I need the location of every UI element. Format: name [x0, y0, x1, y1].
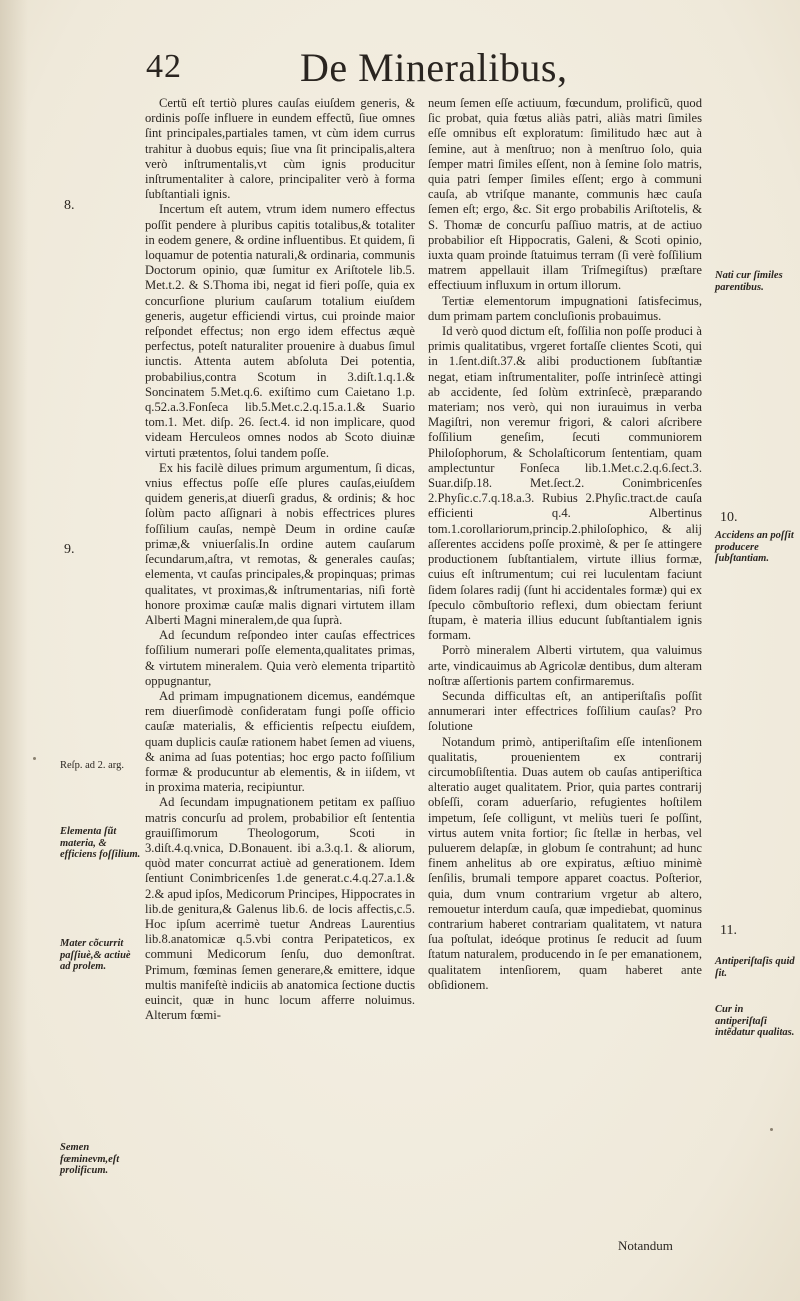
margin-number-11: 11. [720, 923, 737, 938]
catchword: Notandum [618, 1238, 673, 1253]
paragraph: Certũ eſt tertiò plures cauſas eiuſdem generis, & ordinis poſſe influere in eundem effectũ, ſiue omnes ſint principales,partiales tamen, vt cùm idem currus trahitur à duobus equis; ſiue vna ſit principalis,altera verò inſtrumentalis,vt cùm ignis producitur inſtrumentaliter à calore, principaliter verò à forma ſubſtantiali ignis. [145, 96, 415, 202]
margin-note-text: Antiperiſtaſis quid ſit. [715, 956, 795, 979]
margin-note-text: Accidens an poſſit producere ſubſtantiam. [715, 530, 794, 564]
running-title: De Mineralibus, [300, 45, 568, 90]
paragraph: Notandum primò, antiperiſtaſim eſſe intenſionem qualitatis, prouenientem ex contrarij circumobſiſtentia. Duas autem ob cauſas antiperiſtica alteratio auget qualitatem. Prior, quia partes contrarij obſeſſi, coram aduerſario, refugientes hoſtilem impetum, ſeſe colligunt, vt meliùs tueri ſe poſſint, virtus autem vnita fortior; ſic ſtellæ in herbas, vel puluerem delapſæ, in globum ſe contrahunt; ad hunc finem anhelitus ab ore expiratus, æſtiuo minimè ſenſilis, brumali tempore apparet coactus. Poſterior, quia, dum vnum contrarium vrgetur ab altero, remouetur interdum cauſa, quæ impediebat, quominus contrarium haberet contrariam qualitatem, vt natura ſua poſtulat, ideóque protinus ſe reducit ad ſuum ſtatum naturalem, producendo in ſe per emanationem, qualitatem intenſiorem, quam haberet ante obſidionem. [428, 734, 702, 992]
page-number: 42 [146, 48, 182, 85]
margin-note-text: Semen fœminevm,eſt prolificum. [60, 1142, 120, 1176]
right-column [428, 96, 702, 993]
paragraph: Id verò quod dictum eſt, foſſilia non poſſe produci à primis qualitatibus, vrgeret fortaſſe clientes Scoti, qui in 1.ſent.diſt.37.& alibi productionem ſubſtantiæ negat, etiam inſtrumentaliter, poſſe intrinſecè attingi ab accidente, ſed ſolùm extrinſecè, præparando materiam; nos verò, qui non iurauimus in verba Magiſtri, non veremur frigori, & calori aſcribere foſſilium geneſim, ſecuti communiorem Philoſophorum, & Scholaſticorum ſententiam, quam amplectuntur Fonſeca lib.1.Met.c.2.q.6.ſect.3. Suar.diſp.18. Met.ſect.2. Conimbricenſes 2.Phyſic.c.7.q.18.a.3. Rubius 2.Phyſic.tract.de cauſa efficienti q.4. Albertinus tom.1.corollariorum,princip.2.philoſophico, & alij aſſerentes accidens poſſe proximè, & per ſe attingere productionem ſubſtantialem, virtute illius formæ, cuius eſt inſtrumentum; cui rei luculentam faciunt ſidem ſolares radij (ſunt hi accidentales formæ) qui ex ſpeculo cõmbuſtorio reflexi, dum obiectam feriunt ſtupam, è materia illius educunt ſubſtantialem ignis formam. [428, 324, 702, 643]
paragraph: Ad primam impugnationem dicemus, eandémque rem diuerſimodè conſideratam fungi poſſe officio cauſæ materialis, & efficientis reſpectu eiuſdem, quam duplicis cauſæ rationem habet ſemen ad viuens, & anima ad ſuas potentias; hoc ergo pacto foſſilium formæ & producuntur ab elementis, & in iiſdem, vt in proxima materia, recipiuntur. [145, 688, 415, 795]
margin-note-text: Cur in antiperiſtaſi intẽdatur qualitas. [715, 1004, 795, 1038]
paper-speck [770, 1128, 773, 1131]
margin-note-text: Elementa ſũt materia, & efficiens foſſilium. [60, 826, 141, 860]
paragraph: Tertiæ elementorum impugnationi ſatisfecimus, dum primam partem concluſionis probauimus. [428, 293, 702, 323]
paragraph: Ad ſecundum reſpondeo inter cauſas effectrices foſſilium numerari poſſe elementa,qualitates primas, & virtutem mineralem. Quia verò elementa tripartitò oppugnantur, [145, 628, 415, 688]
paragraph: Porrò mineralem Alberti virtutem, qua valuimus arte, vindicauimus ab Agricolæ dentibus, dum alteram noſtræ aſſertionis partem confirmaremus. [428, 643, 702, 688]
margin-note-text: Nati cur ſimiles parentibus. [715, 270, 783, 293]
page-header [0, 44, 800, 94]
margin-note-semen [60, 1142, 142, 1177]
margin-note-elementa [60, 826, 142, 861]
margin-note-mater [60, 938, 142, 973]
paragraph: Secunda difficultas eſt, an antiperiſtaſis poſſit annumerari inter effectrices foſſilium cauſas? Pro ſolutione [428, 688, 702, 734]
margin-number-8: 8. [64, 198, 75, 213]
margin-number-10: 10. [720, 510, 738, 525]
margin-note-cur-in [715, 1004, 795, 1039]
gutter-shadow [0, 0, 28, 1301]
paragraph: Ad ſecundam impugnationem petitam ex paſſiuo matris concurſu ad prolem, probabilior eſt ſententia grauiſſimorum Theologorum, Scoti in 3.diſt.4.q.vnica, D.Bonauent. ibi a.3.q.1. & aliorum, quòd mater concurrat actiuè ad generationem. Idem ſentiunt Conimbricenſes 1.de generat.c.4.q.27.a.1.& 2.& apud ipſos, Medicorum Principes, Hippocrates in lib.de genitura,& Galenus lib.6. de locis affectis,c.5. Hoc ipſum acerrimè tuetur Andreas Laurentius lib.8.anatomicæ q.5.vbi contra Peripateticos, ex communi Medicorum ſenſu, duo demonſtrat. Primum, fœminas ſemen generare,& emittere, idque multis manifeſtè indiciis ab anatomica ſectione ductis euincit, quæ in hunc locum afferre noluimus. Alterum fœmi- [145, 795, 415, 1023]
paragraph: Ex his facilè dilues primum argumentum, ſi dicas, vnius effectus poſſe eſſe plures cauſas,eiuſdem quidem generis,at diuerſi gradus, & ordinis; & hoc ſolùm pacto aſſignari à nobis effectrices plures foſſilium cauſas, nempè Deum in ordine cauſæ primæ,& vniuerſalis.In ordine autem cauſarum ſecundarum,aſtra, vt remotas, & generales cauſas; elementa, vt cauſas principales,& propinquas; primas qualitates, vt proximas,& inſtrumentarias, niſi fortè honore proximæ cauſæ malis dignari virtutem illam Alberti Magni mineralem,de qua ſuprà. [145, 460, 415, 627]
margin-note-antiperistasis [715, 956, 795, 979]
paragraph: neum ſemen eſſe actiuum, fœcundum, prolificũ, quod ſic probat, quia fœtus aliàs patri, aliàs matri ſimiles eſſe omnibus eſt exploratum: ſimilitudo hæc aut à ſemine, aut à menſtruo; non à menſtruo ſolo, quia ſemper matri ſimiles eſſent, non à ſemine ſolo matris, quia patri ſemper ſimiles eſſent; ergo à communi cauſa, ab vtriſque manante, communis hæc cauſa ſemen eſt; ergo, &c. Sit ergo probabilis Ariſtotelis, & S. Thomæ de concurſu paſſiuo matris, at de actiuo probabilior eſt Hippocratis, Galeni, & Scoti opinio, iuxta quam proinde ſtatuimus terram (ſi verè foſſilium matrem appellauit illam Triſmegiſtus) præſtare effectiuum influxum in ortum illorum. [428, 96, 702, 293]
left-column [145, 96, 415, 1023]
margin-note-text: Mater cõcurrit paſſiuè,& actiuè ad prolem. [60, 938, 131, 972]
margin-note-nati [715, 270, 795, 293]
paragraph: Incertum eſt autem, vtrum idem numero effectus poſſit pendere à pluribus capitis totalibus,& totaliter in eodem genere, & ordine influentibus. Et quidem, ſi loquamur de potentia naturali,& ordinaria, communis Doctorum opinio, quæ ſumitur ex Ariſtotele lib.5. Met.t.2. & S.Thoma ibi, negat id fieri poſſe, quia ex concurſione plurium cauſarum totalium eiuſdem generis, augetur efficiendi virtus, cui proinde maior reſpondet effectus; non ergo idem effectus æquè perfectus, poteſt naturaliter prouenire à duabus ſimul iunctis. Attenta autem abſoluta Dei potentia, probabilius,contra Scotum in 3.diſt.1.q.1.& Soncinatem 5.Met.q.6. exiſtimo cum Caietano 1.p. q.52.a.3.Fonſeca lib.5.Met.c.2.q.15.a.1.& Suario tom.1. Met. diſp. 26. ſect.4. id non implicare, quod videam Herculeos omnes nodos ab Scoto diuinæ virtuti prætentos, ſolui tandem poſſe. [145, 202, 415, 460]
margin-note-accidens [715, 530, 795, 565]
paper-speck [33, 757, 36, 760]
margin-note-responsio: Reſp. ad 2. arg. [60, 760, 124, 771]
margin-number-9: 9. [64, 542, 75, 557]
